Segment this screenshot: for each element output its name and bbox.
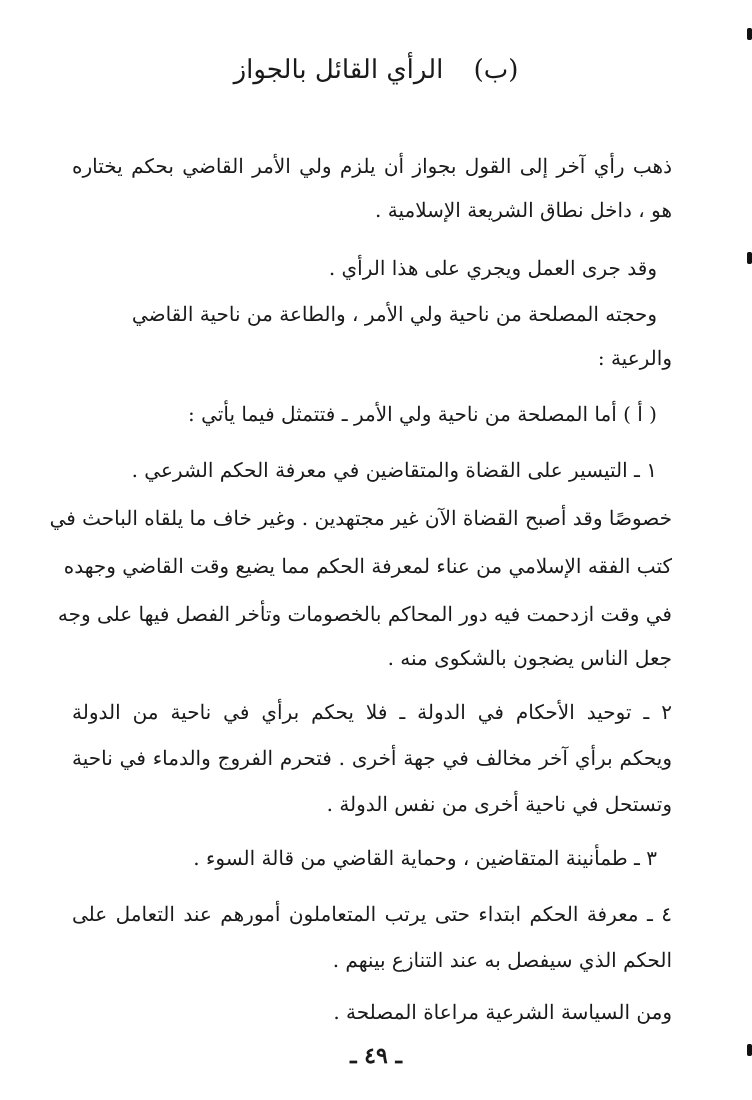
text-line: جعل الناس يضجون بالشكوى منه . [387, 646, 672, 670]
text-line: خصوصًا وقد أصبح القضاة الآن غير مجتهدين . وغير خاف ما يلقاه الباحث في [49, 506, 672, 530]
text-line: ويحكم برأي آخر مخالف في جهة أخرى . فتحرم الفروج والدماء في ناحية [72, 746, 672, 770]
text-line: ٣ ـ طمأنينة المتقاضين ، وحماية القاضي من قالة السوء . [193, 846, 657, 870]
text-line: ٢ ـ توحيد الأحكام في الدولة ـ فلا يحكم برأي في ناحية من الدولة [72, 700, 672, 724]
text-line: كتب الفقه الإسلامي من عناء لمعرفة الحكم مما يضيع وقت القاضي وجهده [63, 554, 672, 578]
text-line: الحكم الذي سيفصل به عند التنازع بينهم . [332, 948, 672, 972]
text-line: ذهب رأي آخر إلى القول بجواز أن يلزم ولي الأمر القاضي بحكم يختاره [72, 154, 672, 178]
margin-mark [747, 28, 752, 40]
text-line: وتستحل في ناحية أخرى من نفس الدولة . [326, 792, 672, 816]
text-line: ١ ـ التيسير على القضاة والمتقاضين في معرفة الحكم الشرعي . [131, 458, 657, 482]
section-heading [120, 50, 632, 90]
text-line: هو ، داخل نطاق الشريعة الإسلامية . [375, 198, 672, 222]
section-label: (ب) [473, 55, 519, 85]
page-number: ـ ٤٩ ـ [350, 1043, 402, 1069]
margin-mark [747, 1044, 752, 1056]
text-line: في وقت ازدحمت فيه دور المحاكم بالخصومات وتأخر الفصل فيها على وجه [57, 602, 672, 626]
text-line: وقد جرى العمل ويجري على هذا الرأي . [328, 256, 657, 280]
text-line: ٤ ـ معرفة الحكم ابتداء حتى يرتب المتعاملون أمورهم عند التعامل على [72, 902, 672, 926]
text-line: وحجته المصلحة من ناحية ولي الأمر ، والطاعة من ناحية القاضي [131, 302, 657, 326]
text-line: ومن السياسة الشرعية مراعاة المصلحة . [333, 1000, 672, 1024]
margin-mark [747, 252, 752, 264]
section-title: الرأي القائل بالجواز [233, 55, 444, 85]
text-line: ( أ ) أما المصلحة من ناحية ولي الأمر ـ فتتمثل فيما يأتي : [188, 402, 657, 426]
text-line: والرعية : [597, 346, 672, 370]
